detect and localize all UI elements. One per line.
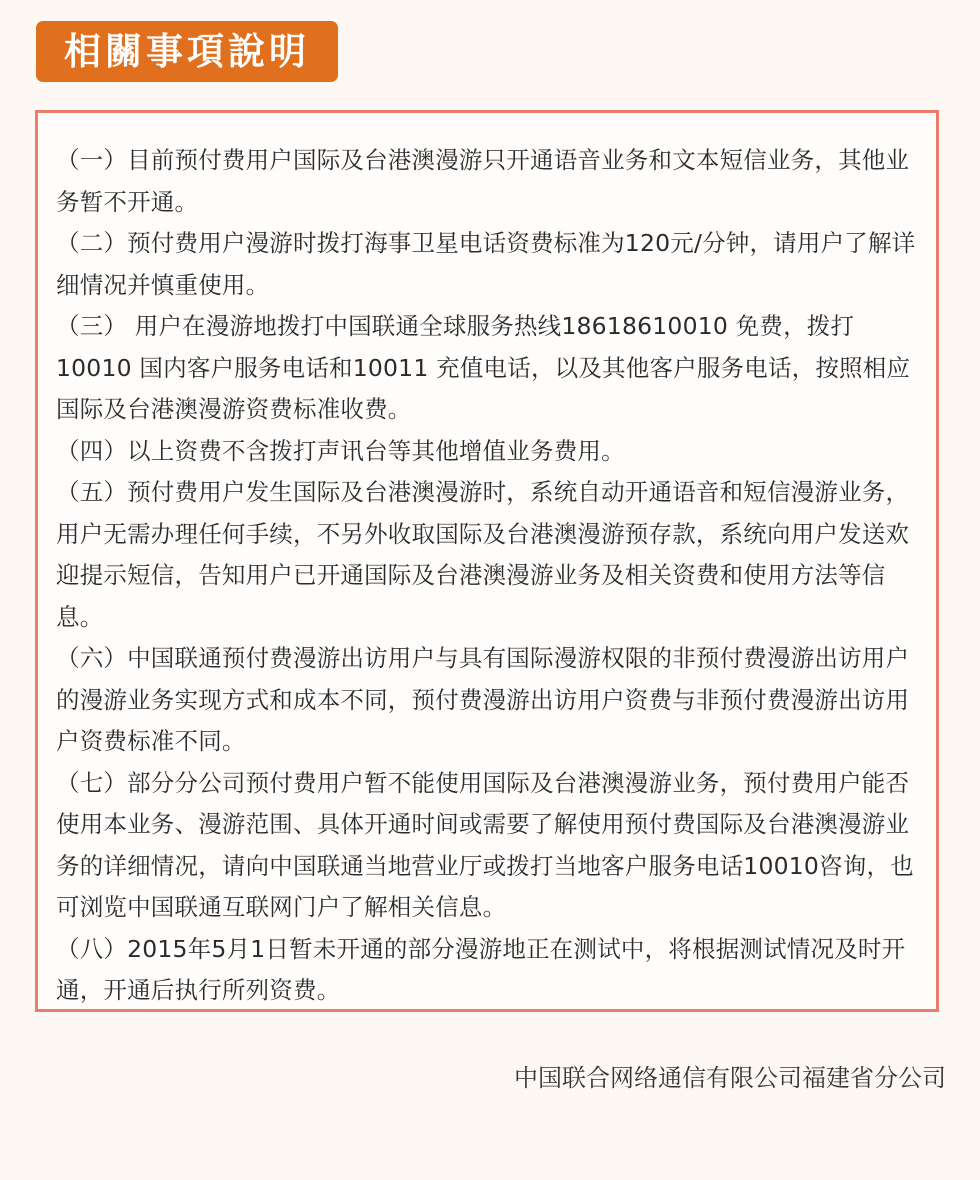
notice-item-3: （三） 用户在漫游地拨打中国联通全球服务热线18618610010 免费，拨打10010 国内客户服务电话和10011 充值电话，以及其他客户服务电话，按照相应国际及台港澳漫游资费标准收费。 xyxy=(56,312,911,423)
notice-item-1: （一）目前预付费用户国际及台港澳漫游只开通语音业务和文本短信业务，其他业务暂不开通。 xyxy=(56,146,910,216)
notice-item-8: （八）2015年5月1日暂未开通的部分漫游地正在测试中，将根据测试情况及时开通，开通后执行所列资费。 xyxy=(56,934,906,1004)
notice-item-2: （二）预付费用户漫游时拨打海事卫星电话资费标准为120元/分钟，请用户了解详细情况并慎重使用。 xyxy=(56,229,916,299)
notice-item-4: （四）以上资费不含拨打声讯台等其他增值业务费用。 xyxy=(56,436,625,465)
notice-item-5: （五）预付费用户发生国际及台港澳漫游时，系统自动开通语音和短信漫游业务，用户无需办理任何手续，不另外收取国际及台港澳漫游预存款，系统向用户发送欢迎提示短信，告知用户已开通国际及台港澳漫游业务及相关资费和使用方法等信息。 xyxy=(56,478,910,631)
notice-item-7: （七）部分分公司预付费用户暂不能使用国际及台港澳漫游业务，预付费用户能否使用本业务、漫游范围、具体开通时间或需要了解使用预付费国际及台港澳漫游业务的详细情况，请向中国联通当地营业厅或拨打当地客户服务电话10010咨询，也可浏览中国联通互联网门户了解相关信息。 xyxy=(56,768,914,921)
notice-box xyxy=(35,110,939,1012)
notice-item-6: （六）中国联通预付费漫游出访用户与具有国际漫游权限的非预付费漫游出访用户的漫游业务实现方式和成本不同，预付费漫游出访用户资费与非预付费漫游出访用户资费标准不同。 xyxy=(56,644,910,755)
company-signature: 中国联合网络通信有限公司福建省分公司 xyxy=(514,1064,946,1092)
section-title: 相關事項說明 xyxy=(36,21,338,82)
